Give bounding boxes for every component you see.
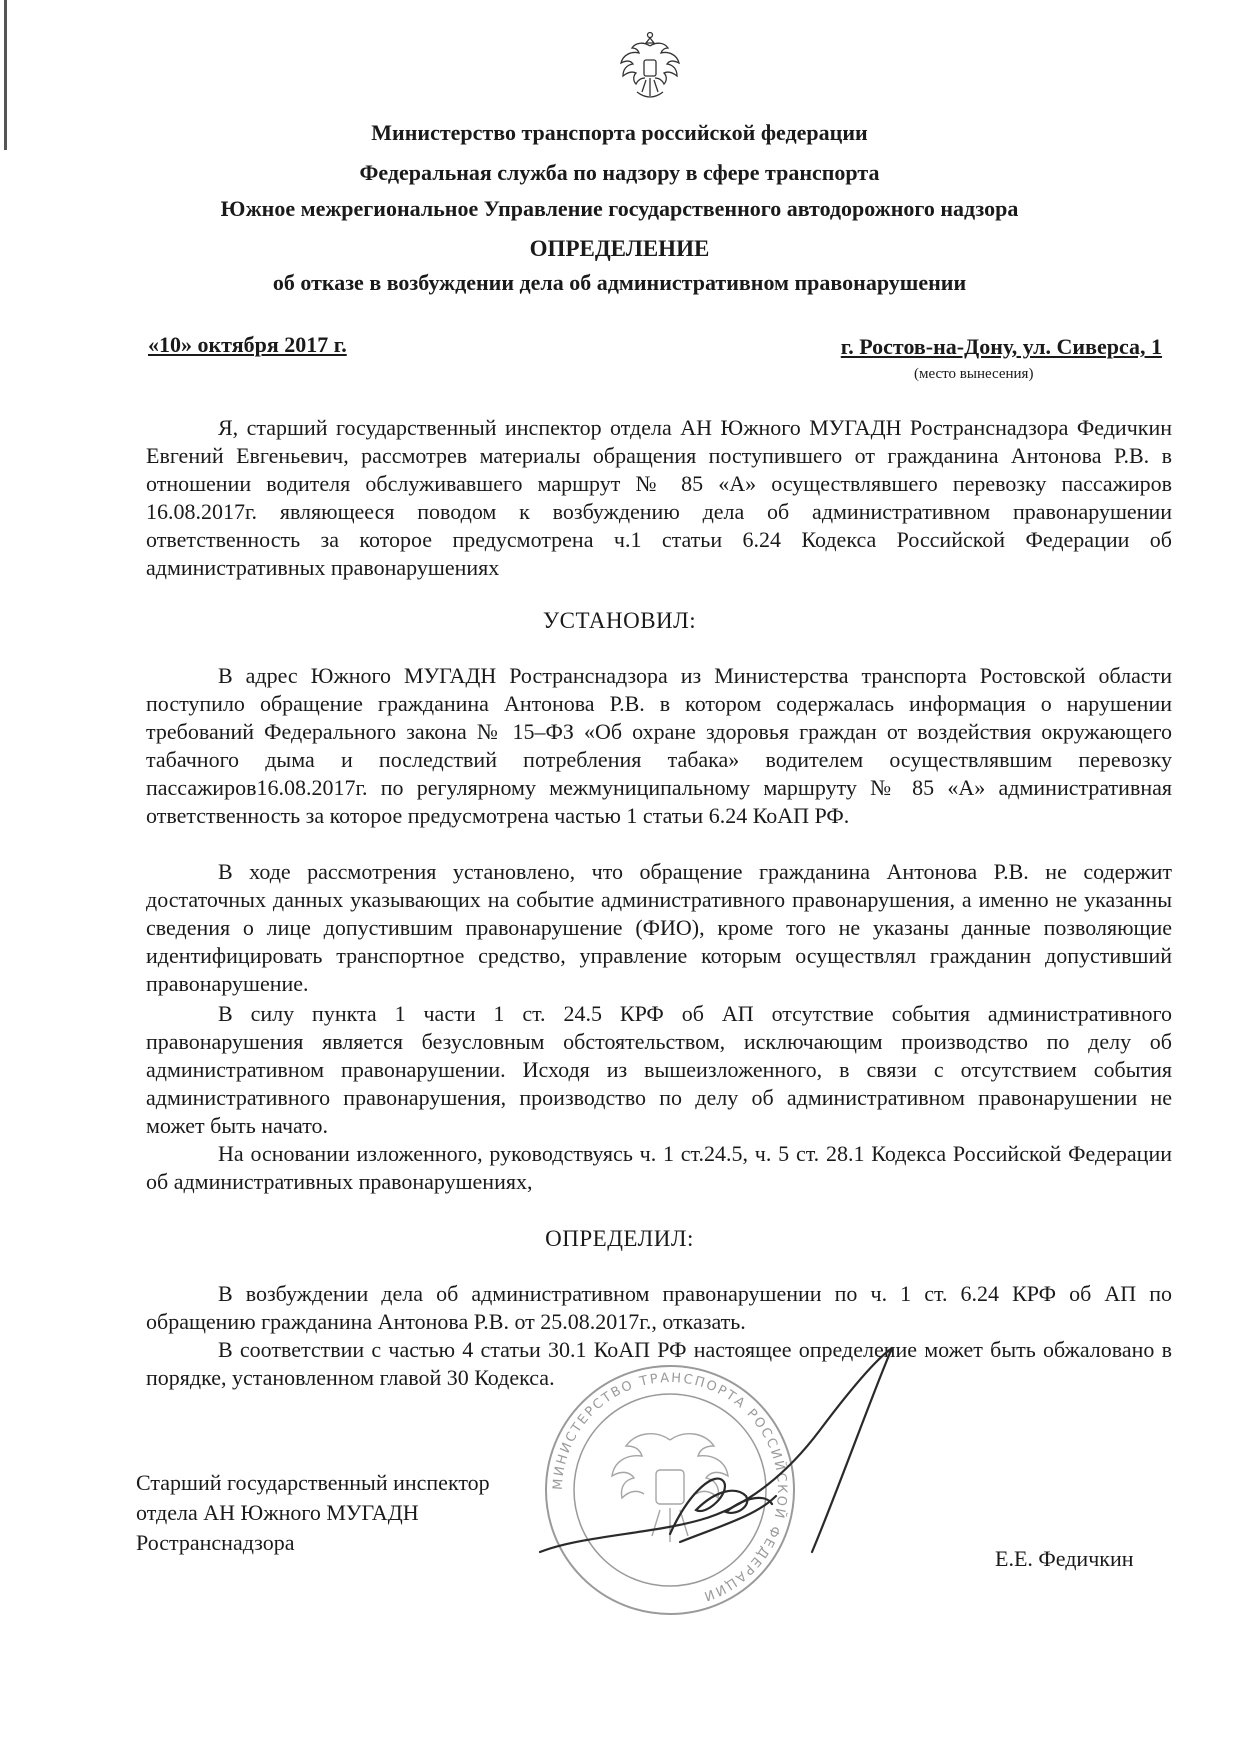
signatory-role-line-2: отдела АН Южного МУГАДН [136,1500,419,1525]
document-title: ОПРЕДЕЛЕНИЕ [529,236,710,261]
handwritten-signature [520,1320,940,1600]
section-heading-established: УСТАНОВИЛ: [542,608,697,633]
determined-paragraph-1: В возбуждении дела об административном правонарушении по ч. 1 ст. 6.24 КРФ об АП по обращению гражданина Антонова Р.В. от 25.08.2017г., отказать. [146,1281,1172,1334]
header-ministry: Министерство транспорта российской федерации [371,120,868,145]
header-service: Федеральная служба по надзору в сфере транспорта [359,160,880,185]
stamp-ring-text: МИНИСТЕРСТВО ТРАНСПОРТА РОССИЙСКОЙ ФЕДЕРАЦИИ [550,1370,790,1604]
header-department: Южное межрегиональное Управление государственного автодорожного надзора [220,196,1019,221]
intro-paragraph: Я, старший государственный инспектор отдела АН Южного МУГАДН Ространснадзора Федичкин Евгений Евгеньевич, рассмотрев материалы обращения поступившего от гражданина Антонова Р.В. в отношении водителя обслуживавшего маршрут № 85 «А» осуществлявшего перевозку пассажиров 16.08.2017г. являющееся поводом к возбуждению дела об административном правонарушении ответственность за которое предусмотрена ч.1 статьи 6.24 Кодекса Российской Федерации об административных правонарушениях [146,415,1172,580]
coat-of-arms-icon [615,30,685,110]
document-date: «10» октября 2017 г. [148,332,347,357]
established-paragraph-2: В ходе рассмотрения установлено, что обращение гражданина Антонова Р.В. не содержит достаточных данных указывающих на событие административного правонарушения, а именно не указанны сведения о лице допустившим правонарушение (ФИО), кроме того не указаны данные позволяющие идентифицировать транспортное средство, управление которым осуществлял гражданин допустивший правонарушение. [146,859,1172,996]
signatory-name: Е.Е. Федичкин [995,1546,1134,1571]
document-place: г. Ростов-на-Дону, ул. Сиверса, 1 [840,334,1162,359]
section-heading-determined: ОПРЕДЕЛИЛ: [545,1226,694,1251]
determined-paragraph-2: В соответствии с частью 4 статьи 30.1 КоАП РФ настоящее определение может быть обжаловано в порядке, установленном главой 30 Кодекса. [146,1337,1172,1390]
established-paragraph-4: На основании изложенного, руководствуясь ч. 1 ст.24.5, ч. 5 ст. 28.1 Кодекса Российской Федерации об административных правонарушениях, [146,1141,1172,1194]
established-paragraph-3: В силу пункта 1 части 1 ст. 24.5 КРФ об АП отсутствие события административного правонарушения является безусловным обстоятельством, исключающим производство по делу об административном правонарушении. Исходя из вышеизложенного, в связи с отсутствием события административного правонарушения, производство по делу об административном правонарушении не может быть начато. [146,1001,1172,1138]
signatory-role-line-3: Ространснадзора [136,1530,295,1555]
document-subtitle: об отказе в возбуждении дела об административном правонарушении [272,270,967,295]
place-note: (место вынесения) [914,366,1034,382]
signatory-role-line-1: Старший государственный инспектор [136,1470,490,1495]
signatory-role [136,1468,490,1558]
established-paragraph-1: В адрес Южного МУГАДН Ространснадзора из Министерства транспорта Ростовской области поступило обращение гражданина Антонова Р.В. в котором содержалась информация о нарушении требований Федерального закона № 15–ФЗ «Об охране здоровья граждан от воздействия окружающего табачного дыма и последствий потребления табака» водителем осуществлявшим перевозку пассажиров16.08.2017г. по регулярному межмуниципальному маршруту № 85 «А» административная ответственность за которое предусмотрена частью 1 статьи 6.24 КоАП РФ. [146,663,1172,828]
